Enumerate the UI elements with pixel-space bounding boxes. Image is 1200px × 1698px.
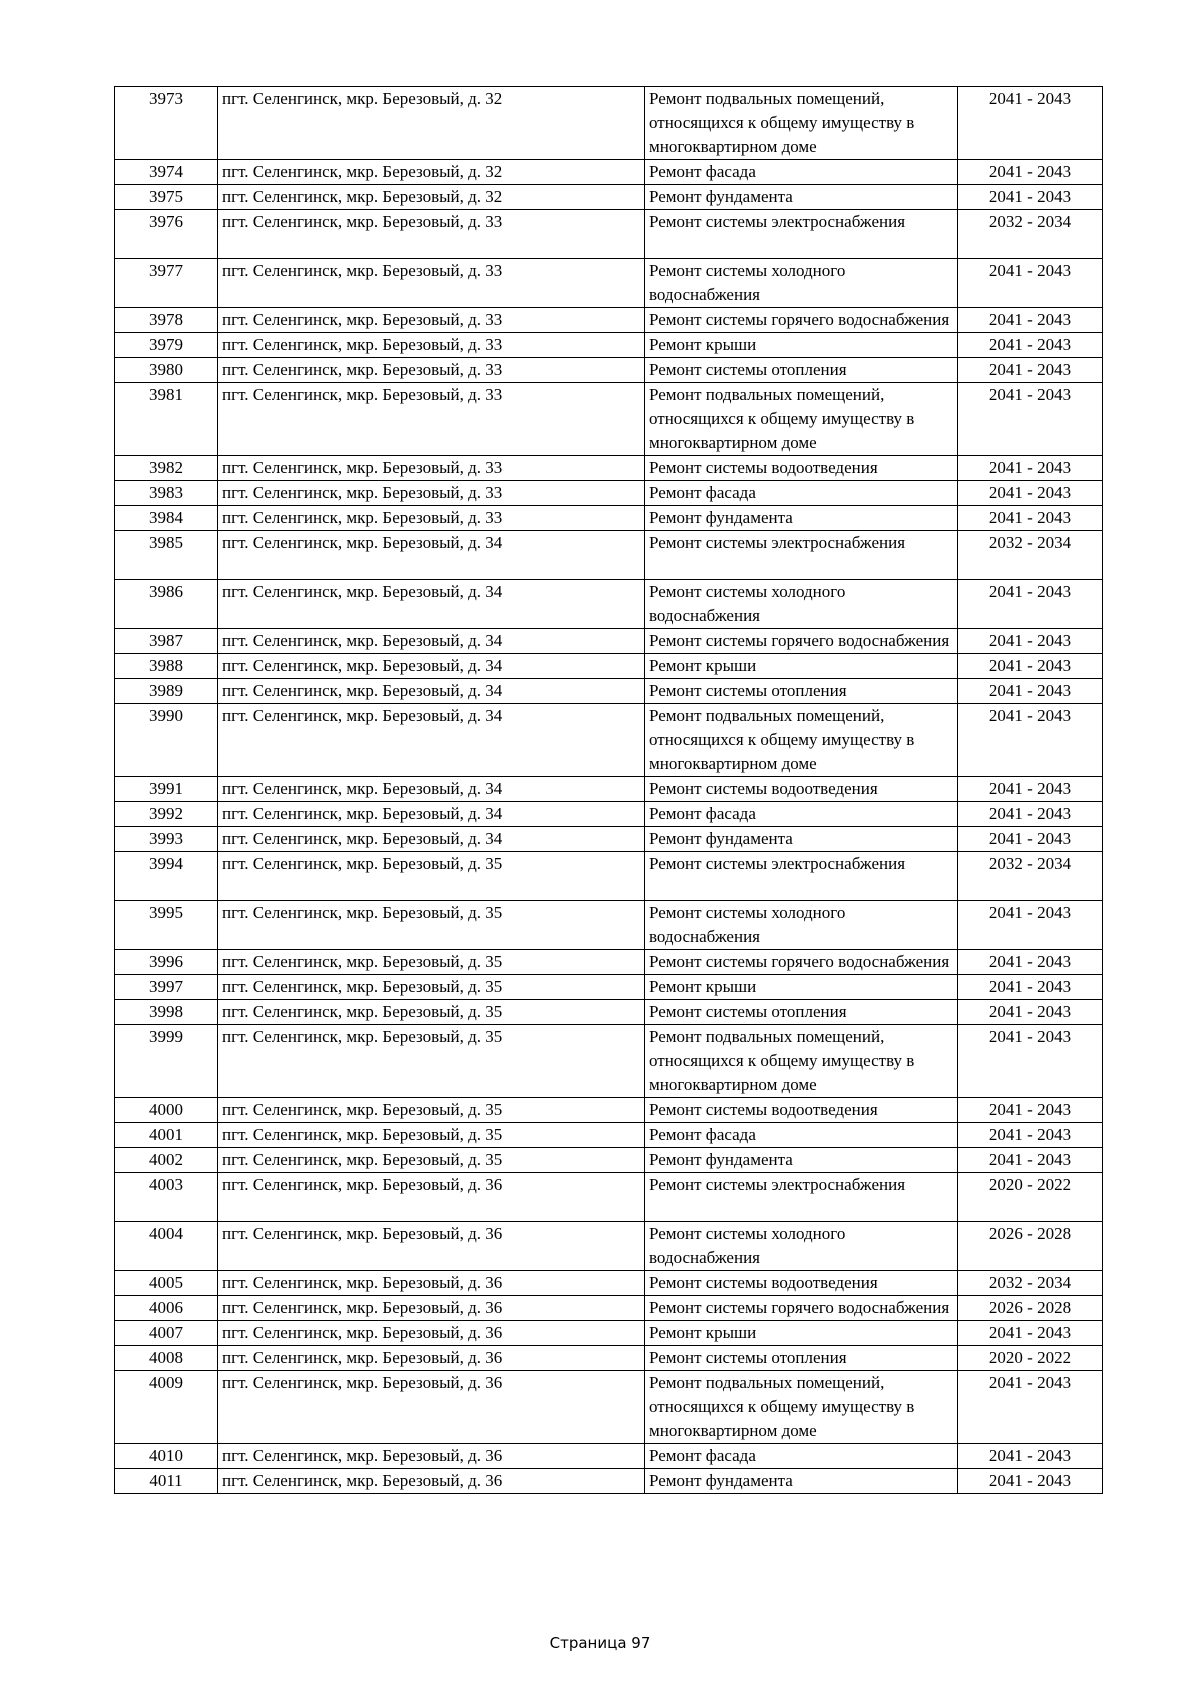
work-type-cell: Ремонт системы водоотведения bbox=[645, 1098, 958, 1123]
table-row bbox=[115, 975, 1103, 1000]
years-cell: 2041 - 2043 bbox=[958, 1469, 1103, 1494]
address-cell: пгт. Селенгинск, мкр. Березовый, д. 34 bbox=[218, 802, 645, 827]
work-type-cell: Ремонт системы горячего водоснабжения bbox=[645, 308, 958, 333]
years-cell: 2026 - 2028 bbox=[958, 1296, 1103, 1321]
row-number-cell: 3990 bbox=[115, 704, 218, 777]
years-cell: 2032 - 2034 bbox=[958, 210, 1103, 259]
work-type-cell: Ремонт фундамента bbox=[645, 1148, 958, 1173]
work-type-cell: Ремонт системы водоотведения bbox=[645, 456, 958, 481]
repair-schedule-table bbox=[114, 86, 1103, 1494]
years-cell: 2041 - 2043 bbox=[958, 654, 1103, 679]
row-number-cell: 3997 bbox=[115, 975, 218, 1000]
address-cell: пгт. Селенгинск, мкр. Березовый, д. 36 bbox=[218, 1321, 645, 1346]
row-number-cell: 4006 bbox=[115, 1296, 218, 1321]
years-cell: 2041 - 2043 bbox=[958, 259, 1103, 308]
work-type-cell: Ремонт системы холодного водоснабжения bbox=[645, 1222, 958, 1271]
address-cell: пгт. Селенгинск, мкр. Березовый, д. 36 bbox=[218, 1469, 645, 1494]
address-cell: пгт. Селенгинск, мкр. Березовый, д. 33 bbox=[218, 308, 645, 333]
address-cell: пгт. Селенгинск, мкр. Березовый, д. 33 bbox=[218, 456, 645, 481]
years-cell: 2041 - 2043 bbox=[958, 950, 1103, 975]
work-type-cell: Ремонт системы горячего водоснабжения bbox=[645, 1296, 958, 1321]
work-type-cell: Ремонт подвальных помещений, относящихся к общему имуществу в многоквартирном доме bbox=[645, 704, 958, 777]
work-type-cell: Ремонт системы холодного водоснабжения bbox=[645, 259, 958, 308]
work-type-cell: Ремонт фундамента bbox=[645, 185, 958, 210]
address-cell: пгт. Селенгинск, мкр. Березовый, д. 34 bbox=[218, 777, 645, 802]
table-row bbox=[115, 1271, 1103, 1296]
row-number-cell: 3976 bbox=[115, 210, 218, 259]
work-type-cell: Ремонт фундамента bbox=[645, 827, 958, 852]
table-row bbox=[115, 1346, 1103, 1371]
table-row bbox=[115, 802, 1103, 827]
row-number-cell: 3995 bbox=[115, 901, 218, 950]
years-cell: 2032 - 2034 bbox=[958, 1271, 1103, 1296]
address-cell: пгт. Селенгинск, мкр. Березовый, д. 34 bbox=[218, 580, 645, 629]
work-type-cell: Ремонт системы водоотведения bbox=[645, 777, 958, 802]
address-cell: пгт. Селенгинск, мкр. Березовый, д. 34 bbox=[218, 679, 645, 704]
work-type-cell: Ремонт фасада bbox=[645, 481, 958, 506]
years-cell: 2041 - 2043 bbox=[958, 308, 1103, 333]
row-number-cell: 3978 bbox=[115, 308, 218, 333]
work-type-cell: Ремонт фасада bbox=[645, 1123, 958, 1148]
row-number-cell: 3982 bbox=[115, 456, 218, 481]
work-type-cell: Ремонт фасада bbox=[645, 160, 958, 185]
row-number-cell: 3973 bbox=[115, 87, 218, 160]
years-cell: 2032 - 2034 bbox=[958, 531, 1103, 580]
address-cell: пгт. Селенгинск, мкр. Березовый, д. 35 bbox=[218, 1098, 645, 1123]
address-cell: пгт. Селенгинск, мкр. Березовый, д. 32 bbox=[218, 87, 645, 160]
row-number-cell: 4000 bbox=[115, 1098, 218, 1123]
row-number-cell: 3979 bbox=[115, 333, 218, 358]
work-type-cell: Ремонт фасада bbox=[645, 802, 958, 827]
address-cell: пгт. Селенгинск, мкр. Березовый, д. 33 bbox=[218, 333, 645, 358]
years-cell: 2041 - 2043 bbox=[958, 456, 1103, 481]
row-number-cell: 3993 bbox=[115, 827, 218, 852]
table-row bbox=[115, 185, 1103, 210]
row-number-cell: 4009 bbox=[115, 1371, 218, 1444]
table-row bbox=[115, 1371, 1103, 1444]
table-row bbox=[115, 333, 1103, 358]
table-row bbox=[115, 87, 1103, 160]
address-cell: пгт. Селенгинск, мкр. Березовый, д. 34 bbox=[218, 531, 645, 580]
table-row bbox=[115, 456, 1103, 481]
row-number-cell: 3984 bbox=[115, 506, 218, 531]
table-row bbox=[115, 852, 1103, 901]
row-number-cell: 3999 bbox=[115, 1025, 218, 1098]
address-cell: пгт. Селенгинск, мкр. Березовый, д. 36 bbox=[218, 1222, 645, 1271]
row-number-cell: 3996 bbox=[115, 950, 218, 975]
work-type-cell: Ремонт системы холодного водоснабжения bbox=[645, 901, 958, 950]
table-row bbox=[115, 1098, 1103, 1123]
address-cell: пгт. Селенгинск, мкр. Березовый, д. 36 bbox=[218, 1173, 645, 1222]
address-cell: пгт. Селенгинск, мкр. Березовый, д. 35 bbox=[218, 1148, 645, 1173]
address-cell: пгт. Селенгинск, мкр. Березовый, д. 33 bbox=[218, 383, 645, 456]
row-number-cell: 3988 bbox=[115, 654, 218, 679]
row-number-cell: 3975 bbox=[115, 185, 218, 210]
table-row bbox=[115, 580, 1103, 629]
work-type-cell: Ремонт системы электроснабжения bbox=[645, 1173, 958, 1222]
years-cell: 2041 - 2043 bbox=[958, 901, 1103, 950]
work-type-cell: Ремонт фундамента bbox=[645, 506, 958, 531]
table-row bbox=[115, 679, 1103, 704]
address-cell: пгт. Селенгинск, мкр. Березовый, д. 35 bbox=[218, 1000, 645, 1025]
years-cell: 2041 - 2043 bbox=[958, 481, 1103, 506]
table-row bbox=[115, 1321, 1103, 1346]
row-number-cell: 3994 bbox=[115, 852, 218, 901]
years-cell: 2026 - 2028 bbox=[958, 1222, 1103, 1271]
address-cell: пгт. Селенгинск, мкр. Березовый, д. 36 bbox=[218, 1371, 645, 1444]
work-type-cell: Ремонт системы горячего водоснабжения bbox=[645, 950, 958, 975]
work-type-cell: Ремонт подвальных помещений, относящихся к общему имуществу в многоквартирном доме bbox=[645, 1371, 958, 1444]
years-cell: 2041 - 2043 bbox=[958, 1444, 1103, 1469]
years-cell: 2041 - 2043 bbox=[958, 975, 1103, 1000]
years-cell: 2041 - 2043 bbox=[958, 1123, 1103, 1148]
row-number-cell: 3980 bbox=[115, 358, 218, 383]
address-cell: пгт. Селенгинск, мкр. Березовый, д. 35 bbox=[218, 1123, 645, 1148]
table-row bbox=[115, 481, 1103, 506]
address-cell: пгт. Селенгинск, мкр. Березовый, д. 36 bbox=[218, 1444, 645, 1469]
years-cell: 2041 - 2043 bbox=[958, 1371, 1103, 1444]
table-row bbox=[115, 1296, 1103, 1321]
years-cell: 2041 - 2043 bbox=[958, 679, 1103, 704]
address-cell: пгт. Селенгинск, мкр. Березовый, д. 36 bbox=[218, 1296, 645, 1321]
address-cell: пгт. Селенгинск, мкр. Березовый, д. 35 bbox=[218, 950, 645, 975]
work-type-cell: Ремонт системы отопления bbox=[645, 679, 958, 704]
table-row bbox=[115, 777, 1103, 802]
row-number-cell: 3991 bbox=[115, 777, 218, 802]
address-cell: пгт. Селенгинск, мкр. Березовый, д. 33 bbox=[218, 358, 645, 383]
work-type-cell: Ремонт подвальных помещений, относящихся к общему имуществу в многоквартирном доме bbox=[645, 383, 958, 456]
years-cell: 2041 - 2043 bbox=[958, 1148, 1103, 1173]
table-row bbox=[115, 1222, 1103, 1271]
years-cell: 2041 - 2043 bbox=[958, 704, 1103, 777]
work-type-cell: Ремонт системы горячего водоснабжения bbox=[645, 629, 958, 654]
years-cell: 2020 - 2022 bbox=[958, 1346, 1103, 1371]
address-cell: пгт. Селенгинск, мкр. Березовый, д. 33 bbox=[218, 259, 645, 308]
row-number-cell: 3981 bbox=[115, 383, 218, 456]
row-number-cell: 3986 bbox=[115, 580, 218, 629]
row-number-cell: 3985 bbox=[115, 531, 218, 580]
address-cell: пгт. Селенгинск, мкр. Березовый, д. 34 bbox=[218, 704, 645, 777]
years-cell: 2041 - 2043 bbox=[958, 160, 1103, 185]
table-row bbox=[115, 1444, 1103, 1469]
work-type-cell: Ремонт крыши bbox=[645, 654, 958, 679]
table-row bbox=[115, 383, 1103, 456]
address-cell: пгт. Селенгинск, мкр. Березовый, д. 34 bbox=[218, 827, 645, 852]
table-row bbox=[115, 1000, 1103, 1025]
table-body bbox=[115, 87, 1103, 1494]
row-number-cell: 4008 bbox=[115, 1346, 218, 1371]
table-row bbox=[115, 629, 1103, 654]
row-number-cell: 4003 bbox=[115, 1173, 218, 1222]
address-cell: пгт. Селенгинск, мкр. Березовый, д. 35 bbox=[218, 901, 645, 950]
work-type-cell: Ремонт системы отопления bbox=[645, 358, 958, 383]
work-type-cell: Ремонт фасада bbox=[645, 1444, 958, 1469]
table-row bbox=[115, 308, 1103, 333]
years-cell: 2041 - 2043 bbox=[958, 802, 1103, 827]
table-row bbox=[115, 160, 1103, 185]
address-cell: пгт. Селенгинск, мкр. Березовый, д. 34 bbox=[218, 629, 645, 654]
years-cell: 2041 - 2043 bbox=[958, 629, 1103, 654]
row-number-cell: 3977 bbox=[115, 259, 218, 308]
years-cell: 2032 - 2034 bbox=[958, 852, 1103, 901]
address-cell: пгт. Селенгинск, мкр. Березовый, д. 32 bbox=[218, 185, 645, 210]
row-number-cell: 4001 bbox=[115, 1123, 218, 1148]
table-row bbox=[115, 1025, 1103, 1098]
table-row bbox=[115, 827, 1103, 852]
table-row bbox=[115, 901, 1103, 950]
table-row bbox=[115, 506, 1103, 531]
address-cell: пгт. Селенгинск, мкр. Березовый, д. 35 bbox=[218, 852, 645, 901]
table-row bbox=[115, 358, 1103, 383]
address-cell: пгт. Селенгинск, мкр. Березовый, д. 33 bbox=[218, 481, 645, 506]
row-number-cell: 3998 bbox=[115, 1000, 218, 1025]
table-row bbox=[115, 950, 1103, 975]
work-type-cell: Ремонт крыши bbox=[645, 333, 958, 358]
row-number-cell: 4005 bbox=[115, 1271, 218, 1296]
table-row bbox=[115, 531, 1103, 580]
row-number-cell: 3992 bbox=[115, 802, 218, 827]
address-cell: пгт. Селенгинск, мкр. Березовый, д. 35 bbox=[218, 1025, 645, 1098]
years-cell: 2041 - 2043 bbox=[958, 185, 1103, 210]
work-type-cell: Ремонт системы водоотведения bbox=[645, 1271, 958, 1296]
years-cell: 2041 - 2043 bbox=[958, 827, 1103, 852]
years-cell: 2041 - 2043 bbox=[958, 1000, 1103, 1025]
address-cell: пгт. Селенгинск, мкр. Березовый, д. 33 bbox=[218, 210, 645, 259]
page-number: Страница 97 bbox=[549, 1634, 651, 1652]
address-cell: пгт. Селенгинск, мкр. Березовый, д. 34 bbox=[218, 654, 645, 679]
address-cell: пгт. Селенгинск, мкр. Березовый, д. 33 bbox=[218, 506, 645, 531]
address-cell: пгт. Селенгинск, мкр. Березовый, д. 36 bbox=[218, 1271, 645, 1296]
years-cell: 2041 - 2043 bbox=[958, 506, 1103, 531]
address-cell: пгт. Селенгинск, мкр. Березовый, д. 35 bbox=[218, 975, 645, 1000]
work-type-cell: Ремонт системы электроснабжения bbox=[645, 852, 958, 901]
row-number-cell: 3983 bbox=[115, 481, 218, 506]
years-cell: 2041 - 2043 bbox=[958, 87, 1103, 160]
work-type-cell: Ремонт системы электроснабжения bbox=[645, 531, 958, 580]
work-type-cell: Ремонт системы отопления bbox=[645, 1346, 958, 1371]
years-cell: 2041 - 2043 bbox=[958, 777, 1103, 802]
years-cell: 2041 - 2043 bbox=[958, 1025, 1103, 1098]
table-row bbox=[115, 259, 1103, 308]
work-type-cell: Ремонт фундамента bbox=[645, 1469, 958, 1494]
row-number-cell: 4007 bbox=[115, 1321, 218, 1346]
table-row bbox=[115, 1123, 1103, 1148]
row-number-cell: 4002 bbox=[115, 1148, 218, 1173]
work-type-cell: Ремонт подвальных помещений, относящихся к общему имуществу в многоквартирном доме bbox=[645, 87, 958, 160]
address-cell: пгт. Селенгинск, мкр. Березовый, д. 36 bbox=[218, 1346, 645, 1371]
work-type-cell: Ремонт системы отопления bbox=[645, 1000, 958, 1025]
row-number-cell: 3989 bbox=[115, 679, 218, 704]
years-cell: 2041 - 2043 bbox=[958, 333, 1103, 358]
years-cell: 2041 - 2043 bbox=[958, 358, 1103, 383]
table-row bbox=[115, 704, 1103, 777]
row-number-cell: 3987 bbox=[115, 629, 218, 654]
work-type-cell: Ремонт крыши bbox=[645, 1321, 958, 1346]
years-cell: 2041 - 2043 bbox=[958, 383, 1103, 456]
table-row bbox=[115, 210, 1103, 259]
table-row bbox=[115, 1173, 1103, 1222]
address-cell: пгт. Селенгинск, мкр. Березовый, д. 32 bbox=[218, 160, 645, 185]
row-number-cell: 4004 bbox=[115, 1222, 218, 1271]
work-type-cell: Ремонт подвальных помещений, относящихся к общему имуществу в многоквартирном доме bbox=[645, 1025, 958, 1098]
table-row bbox=[115, 1148, 1103, 1173]
years-cell: 2020 - 2022 bbox=[958, 1173, 1103, 1222]
table-row bbox=[115, 1469, 1103, 1494]
work-type-cell: Ремонт системы электроснабжения bbox=[645, 210, 958, 259]
row-number-cell: 3974 bbox=[115, 160, 218, 185]
years-cell: 2041 - 2043 bbox=[958, 1321, 1103, 1346]
row-number-cell: 4011 bbox=[115, 1469, 218, 1494]
years-cell: 2041 - 2043 bbox=[958, 580, 1103, 629]
work-type-cell: Ремонт крыши bbox=[645, 975, 958, 1000]
work-type-cell: Ремонт системы холодного водоснабжения bbox=[645, 580, 958, 629]
table-row bbox=[115, 654, 1103, 679]
row-number-cell: 4010 bbox=[115, 1444, 218, 1469]
years-cell: 2041 - 2043 bbox=[958, 1098, 1103, 1123]
